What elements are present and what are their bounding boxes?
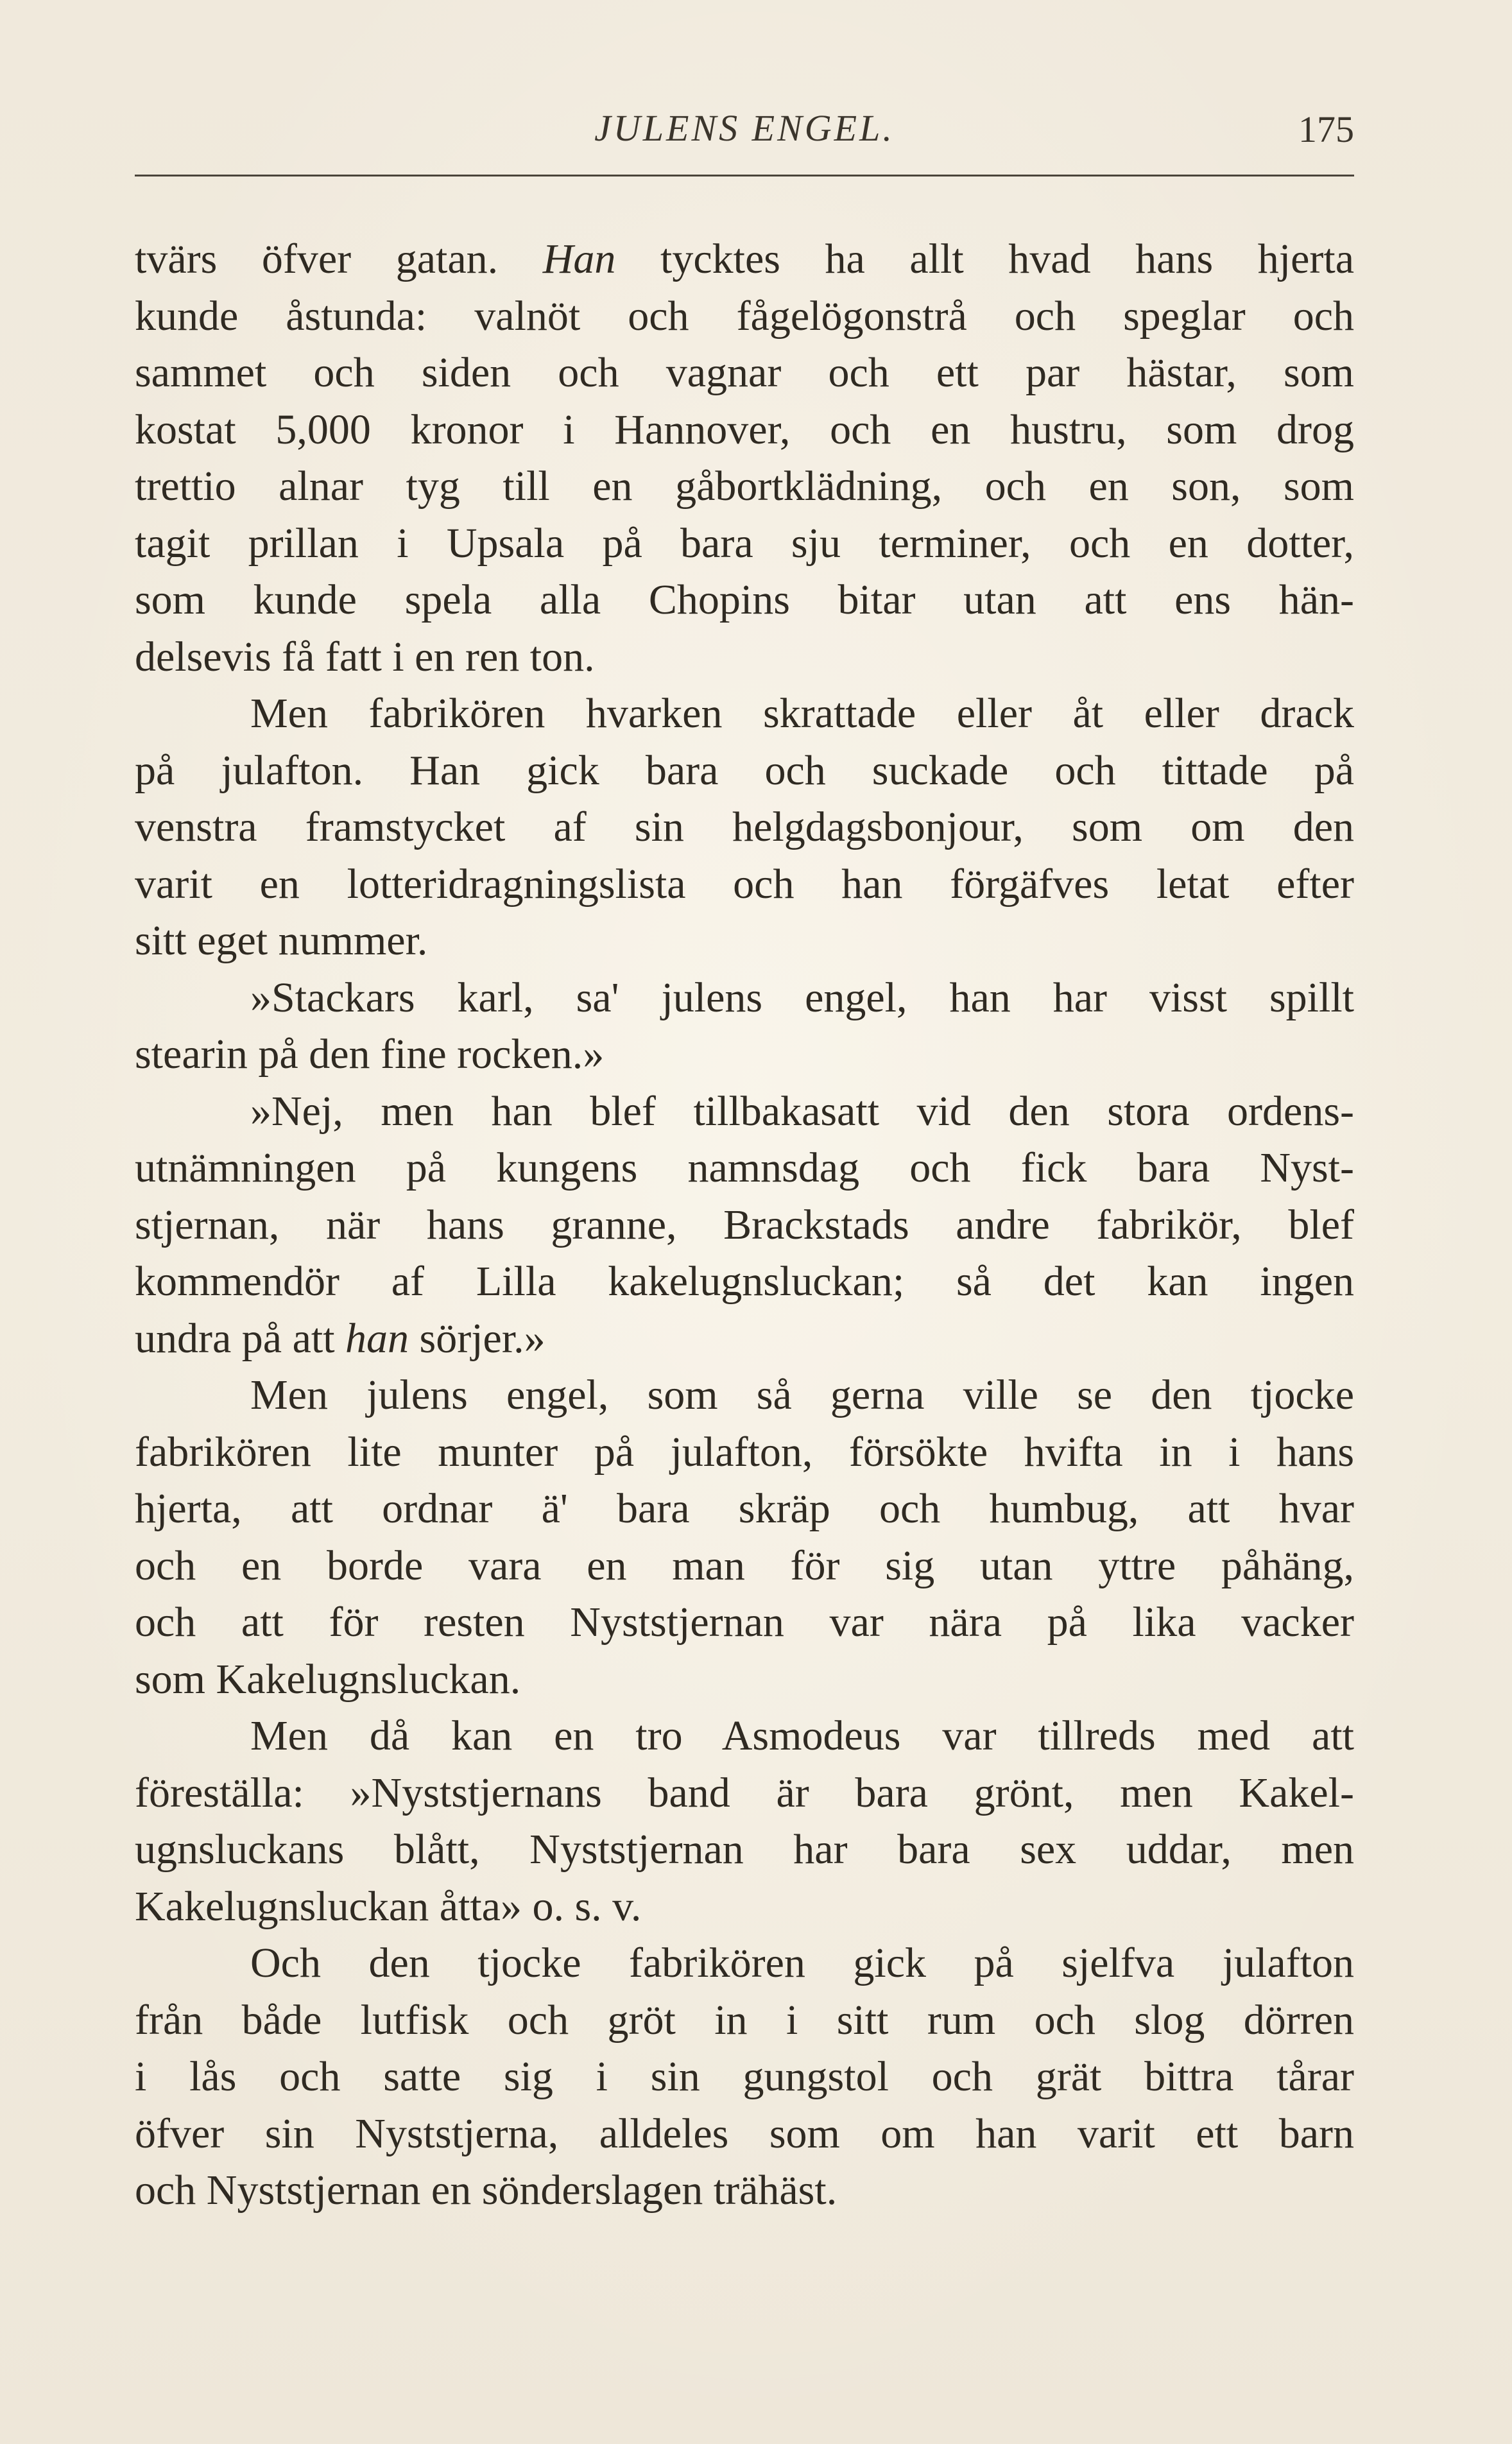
body-text — [135, 231, 1354, 2219]
text-line: i lås och satte sig i sin gungstol och grät bittra tårar — [135, 2053, 1354, 2100]
text-line: kostat 5,000 kronor i Hannover, och en hustru, som drog — [135, 406, 1354, 453]
text-line: »Nej, men han blef tillbakasatt vid den stora ordens- — [250, 1087, 1354, 1135]
text-line: sitt eget nummer. — [135, 917, 428, 964]
text-line: som kunde spela alla Chopins bitar utan att ens hän- — [135, 576, 1354, 623]
text-line: tvärs öfver gatan. Han tycktes ha allt hvad hans hjerta — [135, 236, 1354, 282]
text-line: venstra framstycket af sin helgdagsbonjour, som om den — [135, 804, 1354, 850]
text-line: och Nyststjernan en sönderslagen trähäst. — [135, 2167, 838, 2214]
text-line: Men julens engel, som så gerna ville se den tjocke — [250, 1372, 1354, 1418]
emphasis: Han — [542, 236, 616, 282]
text-line: kunde åstunda: valnöt och fågelögonstrå och speglar och — [135, 292, 1354, 340]
text-line: och att för resten Nyststjernan var nära på lika vacker — [135, 1599, 1354, 1646]
text-line: delsevis få fatt i en ren ton. — [135, 633, 595, 680]
text-line: Men då kan en tro Asmodeus var tillreds med att — [250, 1712, 1354, 1759]
header-rule — [135, 175, 1354, 176]
text-line: undra på att han sörjer.» — [135, 1314, 546, 1362]
text-line: som Kakelugnsluckan. — [135, 1655, 521, 1703]
text-line: varit en lotteridragningslista och han förgäfves letat efter — [135, 860, 1354, 908]
text-line: och en borde vara en man för sig utan yttre påhäng, — [135, 1542, 1354, 1589]
text-line: från både lutfisk och gröt in i sitt rum och slog dörren — [135, 1996, 1354, 2044]
emphasis: han — [345, 1314, 409, 1362]
text-line: kommendör af Lilla kakelugnsluckan; så det kan ingen — [135, 1258, 1354, 1305]
text-line: fabrikören lite munter på julafton, försökte hvifta in i hans — [135, 1428, 1354, 1476]
text-line: trettio alnar tyg till en gåbortklädning, och en son, som — [135, 463, 1354, 510]
text-line: »Stackars karl, sa' julens engel, han har visst spillt — [250, 974, 1354, 1021]
text-line: stearin på den fine rocken.» — [135, 1031, 605, 1078]
text-line: Men fabrikören hvarken skrattade eller åt eller drack — [250, 690, 1354, 737]
text-line: Och den tjocke fabrikören gick på sjelfva julafton — [250, 1940, 1354, 1986]
text-line: tagit prillan i Upsala på bara sju terminer, och en dotter, — [135, 519, 1354, 567]
text-line: öfver sin Nyststjerna, alldeles som om han varit ett barn — [135, 2110, 1354, 2157]
text-line: ugnsluckans blått, Nyststjernan har bara sex uddar, men — [135, 1826, 1354, 1873]
page-number: 175 — [1298, 108, 1354, 150]
text-line: på julafton. Han gick bara och suckade och tittade på — [135, 746, 1354, 794]
running-title: JULENS ENGEL. — [594, 107, 895, 149]
text-line: sammet och siden och vagnar och ett par hästar, som — [135, 349, 1354, 396]
text-line: Kakelugnsluckan åtta» o. s. v. — [135, 1882, 642, 1930]
page-header — [135, 95, 1354, 166]
text-line: föreställa: »Nyststjernans band är bara grönt, men Kakel- — [135, 1769, 1354, 1816]
text-line: utnämningen på kungens namnsdag och fick bara Nyst- — [135, 1144, 1354, 1191]
text-line: stjernan, när hans granne, Brackstads andre fabrikör, blef — [135, 1201, 1354, 1248]
text-line: hjerta, att ordnar ä' bara skräp och humbug, att hvar — [135, 1485, 1354, 1532]
